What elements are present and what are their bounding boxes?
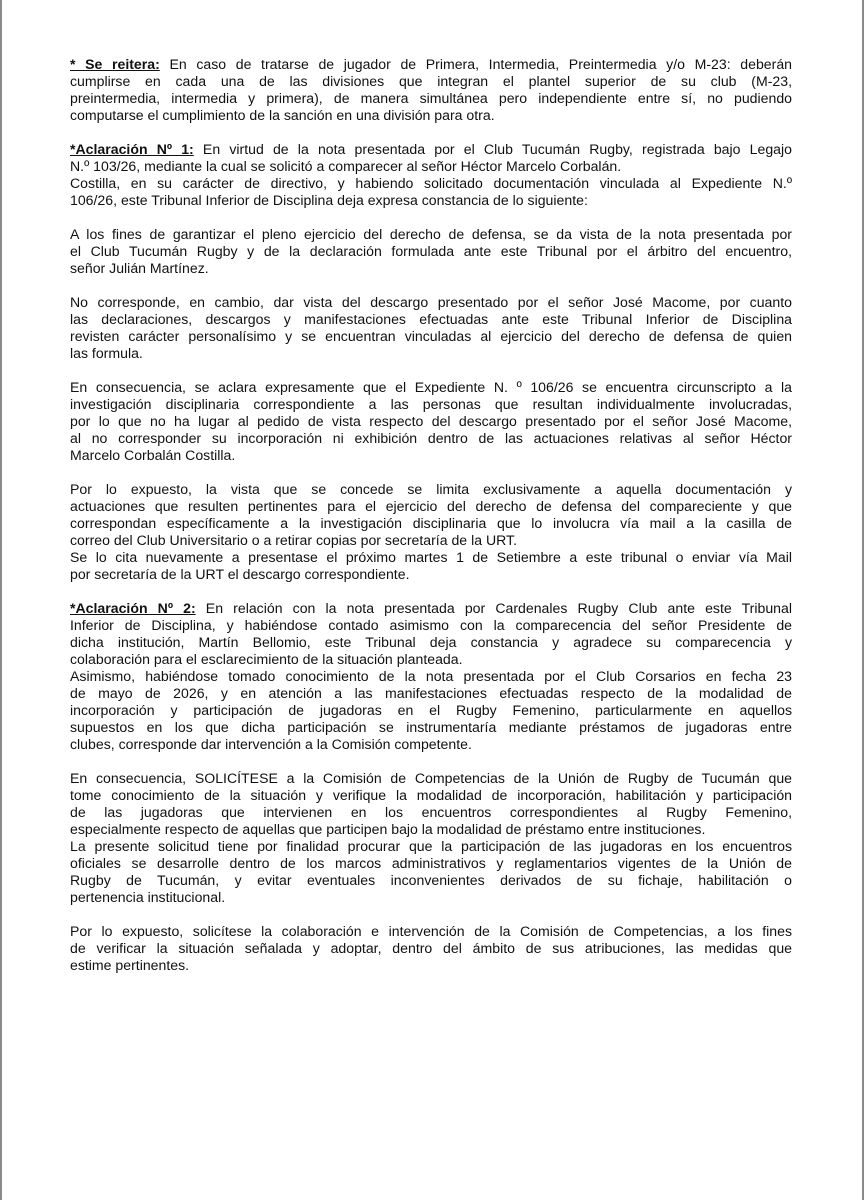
line-text: investigación disciplinaria correspondiente a las personas que resultan individualmente involucradas, <box>70 396 792 412</box>
line-text: Asimismo, habiéndose tomado conocimiento de la nota presentada por el Club Corsarios en fecha 23 <box>70 668 792 684</box>
text-line <box>70 617 792 634</box>
line-text: Inferior de Disciplina, y habiéndose contado asimismo con la comparecencia del señor Presidente de <box>70 617 792 633</box>
text-line <box>70 158 792 175</box>
paragraph <box>70 56 792 124</box>
line-text: Marcelo Corbalán Costilla. <box>70 447 236 463</box>
line-text: La presente solicitud tiene por finalidad procurar que la participación de las jugadoras en los encuentros <box>70 838 792 854</box>
text-line <box>70 804 792 821</box>
text-line <box>70 226 792 243</box>
line-text: el Club Tucumán Rugby y de la declaración formulada ante este Tribunal por el árbitro del encuentro, <box>70 243 792 259</box>
line-text: Por lo expuesto, solicítese la colaboración e intervención de la Comisión de Competencias, a los fines <box>70 923 792 939</box>
line-text: N.º 103/26, mediante la cual se solicitó a comparecer al señor Héctor Marcelo Corbalán. <box>70 158 622 174</box>
line-text: incorporación y participación de jugadoras en el Rugby Femenino, particularmente en aquellos <box>70 702 792 718</box>
text-line <box>70 787 792 804</box>
text-line <box>70 549 792 566</box>
text-line <box>70 56 792 73</box>
text-line <box>70 141 792 158</box>
text-line <box>70 736 792 753</box>
text-line <box>70 957 792 974</box>
text-line <box>70 940 792 957</box>
text-line <box>70 923 792 940</box>
section-heading: *Aclaración Nº 1: <box>70 141 194 157</box>
line-text: por lo que no ha lugar al pedido de vista respecto del descargo presentado por el señor José Macome, <box>70 413 792 429</box>
section-heading: * Se reitera: <box>70 56 160 72</box>
paragraph <box>70 481 792 583</box>
text-line <box>70 396 792 413</box>
document-body <box>70 56 792 991</box>
line-text: especialmente respecto de aquellas que participen bajo la modalidad de préstamo entre instituciones. <box>70 821 706 837</box>
line-text: En consecuencia, SOLICÍTESE a la Comisión de Competencias de la Unión de Rugby de Tucumán que <box>70 770 792 786</box>
text-line <box>70 192 792 209</box>
text-line <box>70 90 792 107</box>
text-line <box>70 260 792 277</box>
text-line <box>70 107 792 124</box>
line-text: En caso de tratarse de jugador de Primera, Intermedia, Preintermedia y/o M-23: deberán <box>159 56 792 72</box>
text-line <box>70 600 792 617</box>
text-line <box>70 481 792 498</box>
line-text: correspondan específicamente a la investigación disciplinaria que lo involucra vía mail a la casilla de <box>70 515 792 531</box>
line-text: A los fines de garantizar el pleno ejercicio del derecho de defensa, se da vista de la nota presentada por <box>70 226 792 242</box>
line-text: de mayo de 2026, y en atención a las manifestaciones efectuadas respecto de la modalidad de <box>70 685 792 701</box>
text-line <box>70 515 792 532</box>
line-text: En relación con la nota presentada por Cardenales Rugby Club ante este Tribunal <box>195 600 792 616</box>
paragraph <box>70 923 792 974</box>
line-text: 106/26, este Tribunal Inferior de Disciplina deja expresa constancia de lo siguiente: <box>70 192 588 208</box>
paragraph <box>70 379 792 464</box>
text-line <box>70 447 792 464</box>
line-text: Rugby de Tucumán, y evitar eventuales inconvenientes derivados de su fichaje, habilitación o <box>70 872 792 888</box>
line-text: Costilla, en su carácter de directivo, y habiendo solicitado documentación vinculada al Expediente N.º <box>70 175 792 191</box>
line-text: En consecuencia, se aclara expresamente que el Expediente N. º 106/26 se encuentra circunscripto a la <box>70 379 792 395</box>
line-text: pertenencia institucional. <box>70 889 226 905</box>
text-line <box>70 413 792 430</box>
line-text: señor Julián Martínez. <box>70 260 209 276</box>
text-line <box>70 328 792 345</box>
text-line <box>70 821 792 838</box>
text-line <box>70 702 792 719</box>
text-line <box>70 294 792 311</box>
line-text: supuestos en los que dicha participación se instrumentaría mediante préstamos de jugadoras entre <box>70 719 792 735</box>
paragraph <box>70 141 792 209</box>
line-text: dicha institución, Martín Bellomio, este Tribunal deja constancia y agradece su comparecencia y <box>70 634 792 650</box>
line-text: En virtud de la nota presentada por el Club Tucumán Rugby, registrada bajo Legajo <box>193 141 792 157</box>
line-text: cumplirse en cada una de las divisiones que integran el plantel superior de su club (M-23, <box>70 73 792 89</box>
line-text: estime pertinentes. <box>70 957 190 973</box>
section-heading: *Aclaración Nº 2: <box>70 600 196 616</box>
line-text: por secretaría de la URT el descargo correspondiente. <box>70 566 410 582</box>
line-text: preintermedia, intermedia y primera), de manera simultánea pero independiente entre sí, no pudiendo <box>70 90 792 106</box>
line-text: Por lo expuesto, la vista que se concede se limita exclusivamente a aquella documentación y <box>70 481 792 497</box>
paragraph <box>70 226 792 277</box>
line-text: No corresponde, en cambio, dar vista del descargo presentado por el señor José Macome, por cuanto <box>70 294 792 310</box>
text-line <box>70 668 792 685</box>
line-text: colaboración para el esclarecimiento de la situación planteada. <box>70 651 463 667</box>
line-text: revisten carácter personalísimo y se encuentran vinculadas al ejercicio del derecho de defensa de quien <box>70 328 792 344</box>
paragraph <box>70 600 792 753</box>
line-text: correo del Club Universitario o a retirar copias por secretaría de la URT. <box>70 532 518 548</box>
line-text: las declaraciones, descargos y manifestaciones efectuadas ante este Tribunal Inferior de Disciplina <box>70 311 792 327</box>
text-line <box>70 311 792 328</box>
text-line <box>70 566 792 583</box>
text-line <box>70 498 792 515</box>
line-text: al no corresponder su incorporación ni exhibición dentro de las actuaciones relativas al señor Héctor <box>70 430 792 446</box>
text-line <box>70 838 792 855</box>
line-text: de las jugadoras que intervienen en los encuentros correspondientes al Rugby Femenino, <box>70 804 792 820</box>
text-line <box>70 73 792 90</box>
text-line <box>70 430 792 447</box>
text-line <box>70 243 792 260</box>
text-line <box>70 770 792 787</box>
line-text: computarse el cumplimiento de la sanción en una división para otra. <box>70 107 495 123</box>
line-text: oficiales se desarrolle dentro de los marcos administrativos y reglamentarios vigentes de la Unión de <box>70 855 792 871</box>
line-text: Se lo cita nuevamente a presentase el próximo martes 1 de Setiembre a este tribunal o enviar vía Mail <box>70 549 792 565</box>
paragraph <box>70 294 792 362</box>
text-line <box>70 379 792 396</box>
paragraph <box>70 770 792 906</box>
text-line <box>70 532 792 549</box>
line-text: tome conocimiento de la situación y verifique la modalidad de incorporación, habilitación y participación <box>70 787 792 803</box>
text-line <box>70 719 792 736</box>
line-text: clubes, corresponde dar intervención a la Comisión competente. <box>70 736 472 752</box>
text-line <box>70 685 792 702</box>
text-line <box>70 175 792 192</box>
text-line <box>70 889 792 906</box>
text-line <box>70 872 792 889</box>
text-line <box>70 345 792 362</box>
line-text: las formula. <box>70 345 143 361</box>
text-line <box>70 651 792 668</box>
line-text: de verificar la situación señalada y adoptar, dentro del ámbito de sus atribuciones, las medidas que <box>70 940 792 956</box>
text-line <box>70 634 792 651</box>
line-text: actuaciones que resulten pertinentes para el ejercicio del derecho de defensa del compareciente y que <box>70 498 792 514</box>
text-line <box>70 855 792 872</box>
